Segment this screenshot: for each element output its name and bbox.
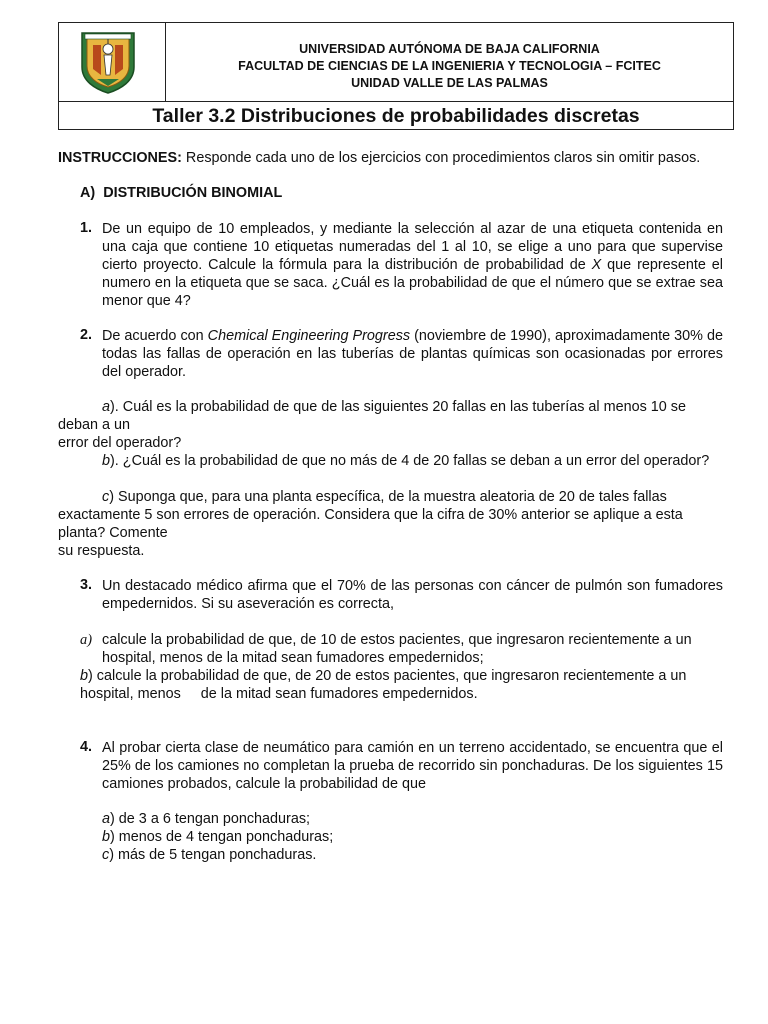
problem-2-item-c-text: ) Suponga que, para una planta específica, de la muestra aleatoria de 20 de tales fallas exactamente 5 son errores de operación. Considera que la cifra de 30% anterior se aplique a esta planta? Comente xyxy=(58,489,683,541)
problem-2-item-a-text: ). Cuál es la probabilidad de que de las siguientes 20 fallas en las tuberías al menos 10 se deban a un xyxy=(58,399,686,433)
problem-2-item-b-letter: b xyxy=(102,453,111,469)
problem-2-item-a-continuation: error del operador? xyxy=(58,435,182,451)
university-shield-logo xyxy=(79,29,137,95)
unit-name: UNIDAD VALLE DE LAS PALMAS xyxy=(351,76,548,90)
problem-3-item-b-text: ) calcule la probabilidad de que, de 20 de estos pacientes, que ingresaron recientemente a un xyxy=(88,668,687,684)
instructions-text: Responde cada uno de los ejercicios con procedimientos claros sin omitir pasos. xyxy=(181,150,701,166)
problem-2-item-c-letter: c xyxy=(102,489,110,505)
problem-2-item-c xyxy=(58,488,726,542)
problem-2-source: Chemical Engineering Progress xyxy=(207,328,411,344)
page-title: Taller 3.2 Distribuciones de probabilidades discretas xyxy=(59,101,733,131)
problem-4-item-b xyxy=(102,828,333,846)
institution-block xyxy=(166,23,733,101)
problem-4-item-c-text: ) más de 5 tengan ponchaduras. xyxy=(109,847,317,863)
problem-2-number: 2. xyxy=(80,327,93,343)
section-a-heading xyxy=(80,184,282,202)
instructions xyxy=(58,149,738,167)
problem-3-text: Un destacado médico afirma que el 70% de las personas con cáncer de pulmón son fumadores empedernidos. Si su aseveración es correcta, xyxy=(102,578,723,612)
problem-4-item-c-letter: c xyxy=(102,847,110,863)
problem-3-item-b-text-part: hospital, menos xyxy=(80,686,181,702)
problem-3-item-a-text: calcule la probabilidad de que, de 10 de estos pacientes, que ingresaron recientemente a un hospital, menos de la mitad sean fumadores empedernidos; xyxy=(102,632,692,666)
problem-3-number: 3. xyxy=(80,577,93,593)
problem-4-item-a-letter: a xyxy=(102,811,111,827)
problem-2-text xyxy=(102,327,723,381)
problem-4-item-c xyxy=(102,846,316,864)
problem-2-item-b xyxy=(58,452,718,470)
section-a-title: DISTRIBUCIÓN BINOMIAL xyxy=(103,185,283,201)
problem-1-text-part: que represente el numero en la etiqueta que se saca. ¿Cuál es la probabilidad de que el número que se extrae sea menor que 4? xyxy=(102,257,723,309)
university-name: UNIVERSIDAD AUTÓNOMA DE BAJA CALIFORNIA xyxy=(299,42,600,56)
problem-2-text-part: (noviembre de 1990), aproximadamente 30% de todas las fallas de operación en las tuberías de plantas químicas son ocasionadas por errores del operador. xyxy=(102,328,724,380)
problem-4-item-a xyxy=(102,810,310,828)
problem-3-item-a-letter: a) xyxy=(80,632,92,648)
problem-1-text-part: De un equipo de 10 empleados, y mediante la selección al azar de una etiqueta contenida en una caja que contiene 10 etiquetas numeradas del 1 al 10, se elige a uno para que supervise cierto proyecto. Calcule la fórmula para la distribución de probabilidad de xyxy=(102,221,723,273)
problem-3-item-b-text-part: de la mitad sean fumadores empedernidos. xyxy=(200,686,478,702)
faculty-name: FACULTAD DE CIENCIAS DE LA INGENIERIA Y TECNOLOGIA – FCITEC xyxy=(238,59,661,73)
problem-4-item-b-text: ) menos de 4 tengan ponchaduras; xyxy=(110,829,334,845)
problem-1-text xyxy=(102,220,723,310)
problem-1-variable: X xyxy=(591,257,602,273)
problem-4-text: Al probar cierta clase de neumático para camión en un terreno accidentado, se encuentra que el 25% de los camiones no completan la prueba de recorrido sin ponchaduras. De los siguientes 15 camiones probados, calcule la probabilidad de que xyxy=(102,740,723,792)
problem-4-number: 4. xyxy=(80,739,93,755)
problem-3-item-b-continuation xyxy=(80,685,478,703)
problem-4-item-a-text: ) de 3 a 6 tengan ponchaduras; xyxy=(110,811,311,827)
problem-2-item-c-continuation: su respuesta. xyxy=(58,543,145,559)
problem-2-item-b-text: ). ¿Cuál es la probabilidad de que no más de 4 de 20 fallas se deban a un error del operador? xyxy=(110,453,710,469)
problem-2-item-a-letter: a xyxy=(102,399,111,415)
problem-4-item-b-letter: b xyxy=(102,829,111,845)
logo-cell xyxy=(59,23,166,101)
problem-3-item-b-letter: b xyxy=(80,668,89,684)
document-header xyxy=(58,22,734,130)
problem-1-number: 1. xyxy=(80,220,93,236)
problem-2-item-a xyxy=(58,398,728,434)
problem-3-item-b xyxy=(80,667,730,685)
section-a-label: A) xyxy=(80,185,96,201)
instructions-label: INSTRUCCIONES: xyxy=(58,150,182,166)
problem-2-text-part: De acuerdo con xyxy=(102,328,208,344)
